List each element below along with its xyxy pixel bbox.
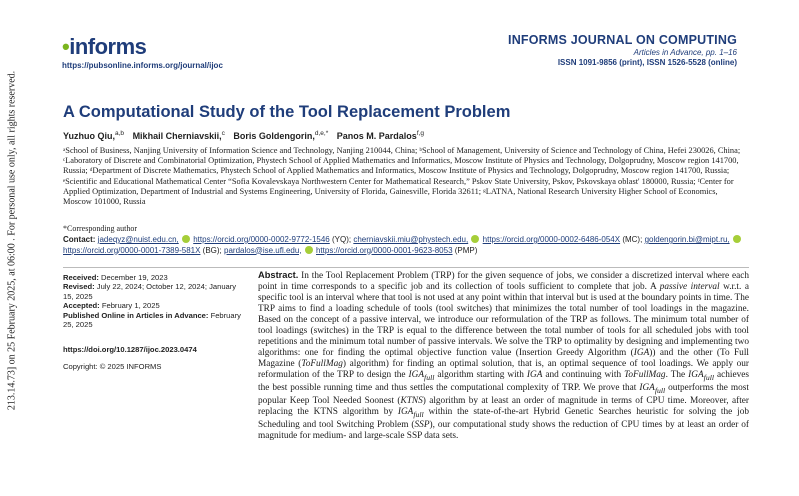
- journal-title: INFORMS JOURNAL ON COMPUTING: [508, 33, 737, 47]
- orcid-icon: [471, 235, 479, 243]
- section-divider: [63, 267, 749, 268]
- author[interactable]: Panos M. Pardalos$^{f,g}$: [336, 130, 425, 141]
- orcid-icon: [182, 235, 190, 243]
- article-history: Received: December 19, 2023 Revised: July 22, 2024; October 12, 2024; January 15, 2025 Accepted: February 1, 2025 Published Online in Articles in Advance: February 25, 2025: [63, 273, 241, 330]
- copyright: Copyright: © 2025 INFORMS: [63, 362, 162, 371]
- contact-label: Contact:: [63, 235, 96, 244]
- email-link[interactable]: goldengorin.bi@mipt.ru,: [644, 235, 730, 244]
- affiliations: ᵃSchool of Business, Nanjing University of Information Science and Technology, Nanjing 210044, China; ᵇSchool of Management, University of Science and Technology of China, Hefei 230026, China; ᶜLaboratory of Discrete and Combinatorial Optimization, Phystech School of Applied Mathematics and Informatics, Moscow Institute of Physics and Technology, Dolgoprudny, Moscow region 141700, Russia; ᵈDepartment of Discrete Mathematics, Phystech School of Applied Mathematics and Informatics, Moscow Institute of Physics and Technology, Dolgoprudny, Moscow region 141700, Russia; ᵉScientific and Educational Mathematical Center “Sofia Kovalevskaya Northwestern Center for Mathematical Research,” Pskov State University, Pskov, Pskovskaya oblast' 180000, Russia; ᶠCenter for Applied Optimization, Department of Industrial and Systems Engineering, University of Florida, Gainesville, Florida 32611; ᵍLATNA, National Research University Higher School of Economics, Moscow 101000, Russia: [63, 146, 741, 207]
- orcid-link[interactable]: https://orcid.org/0000-0001-7389-581X: [63, 245, 201, 255]
- email-link[interactable]: cherniavskii.miu@phystech.edu,: [353, 235, 469, 244]
- contact-info: Contact: jadeqyz@nuist.edu.cn, https://orcid.org/0000-0002-9772-1546 (YQ); cherniavskii.miu@phystech.edu, https://orcid.org/0000-0002-6486-054X (MC); goldengorin.bi@mipt.ru, https://orcid.org/0000-0001-7389-581X (BG); pardalos@ise.ufl.edu, https://orcid.org/0000-0001-9623-8053 (PMP): [63, 235, 753, 256]
- download-watermark: 213.14.73] on 25 February 2025, at 06:00 . For personal use only, all rights reserved.: [6, 70, 18, 411]
- author[interactable]: Boris Goldengorin,$^{d,e,*}$: [233, 130, 329, 141]
- journal-url[interactable]: https://pubsonline.informs.org/journal/ijoc: [62, 61, 223, 70]
- orcid-icon: [305, 246, 313, 254]
- abstract: Abstract. In the Tool Replacement Problem (TRP) for the given sequence of jobs, we consider a discretized interval where each point in time corresponds to a specific job and its collection of tools sufficient to complete that job. A passive interval w.r.t. a specific tool is an interval where that tool is not used at any point within that interval but is used at the boundary points in time. The TRP aims to find a loading schedule of tools (tool switches) that minimizes the total number of tool loadings in the magazine. Based on the concept of a passive interval, we introduce our reformulation of the TRP as follows. The minimum total number of tool loadings (switches) in the TRP is equal to the difference between the total number of tools for all scheduled jobs with tool repetitions and the minimum total number of passive intervals. We solve the TRP to optimality by designing and implementing two algorithms: one for finding the optimal objective function value (Insertion Greedy Algorithm (IGA)) and the other (To Full Magazine (ToFullMag) algorithm) for finding an optimal solution, that is, an optimal sequence of tool loadings. We apply our reformulation of the TRP to design the $IGA_{full}$ algorithm starting with IGA and continuing with ToFullMag. The $IGA_{full}$ achieves the best possible running time and thus settles the computational complexity of TRP. We prove that $IGA_{full}$ outperforms the most popular Keep Tool Needed Soonest (KTNS) algorithm by at least an order of magnitude in terms of CPU time. Moreover, after replacing the KTNS algorithm by $IGA_{full}$ within the state-of-the-art Hybrid Genetic Searches heuristic for solving the job Scheduling and tool Switching Problem (SSP), our computational study shows the reduction of CPU times by at least an order of magnitude for medium- and large-scale SSP data sets.: [258, 270, 750, 442]
- journal-info: [508, 33, 737, 67]
- orcid-link[interactable]: https://orcid.org/0000-0002-9772-1546: [193, 235, 330, 244]
- doi-link[interactable]: https://doi.org/10.1287/ijoc.2023.0474: [63, 345, 197, 354]
- orcid-link[interactable]: https://orcid.org/0000-0002-6486-054X: [482, 235, 621, 244]
- orcid-link[interactable]: https://orcid.org/0000-0001-9623-8053: [315, 245, 453, 255]
- publisher-header: [62, 34, 223, 70]
- journal-issn: ISSN 1091-9856 (print), ISSN 1526-5528 (online): [557, 58, 737, 67]
- logo-text: informs: [69, 34, 147, 59]
- orcid-icon: [733, 235, 741, 243]
- paper-title: A Computational Study of the Tool Replacement Problem: [63, 103, 511, 121]
- journal-issue: Articles in Advance, pp. 1–16: [633, 48, 737, 57]
- logo-dot-icon: •: [62, 34, 70, 59]
- author[interactable]: Mikhail Cherniavskii,$^c$: [132, 130, 225, 141]
- abstract-heading: Abstract.: [258, 270, 299, 280]
- author[interactable]: Yuzhuo Qiu,$^{a,b}$: [63, 130, 125, 141]
- email-link[interactable]: jadeqyz@nuist.edu.cn,: [97, 235, 179, 244]
- corresponding-author-note: *Corresponding author: [63, 224, 137, 233]
- informs-logo[interactable]: [62, 34, 223, 60]
- email-link[interactable]: pardalos@ise.ufl.edu,: [224, 245, 302, 255]
- author-list: [63, 130, 430, 141]
